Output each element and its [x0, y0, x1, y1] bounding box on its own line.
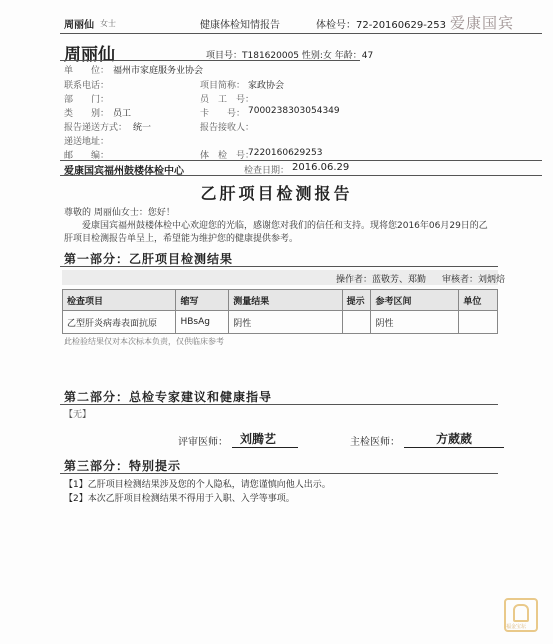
table-cell: HBsAg — [176, 311, 229, 334]
operator-text: 操作者：蓝敬芳、郑勤 — [336, 275, 427, 285]
table-cell: 阴性 — [229, 311, 342, 334]
chief-label: 主检医师： — [350, 437, 400, 448]
reviewer-signature: 刘腾艺 — [240, 432, 277, 446]
address-label: 递送地址： — [64, 137, 110, 147]
col-header: 缩写 — [176, 290, 229, 311]
header-title: 女士 — [100, 19, 116, 28]
intro-line-2: 肝项目检测报告单呈上，希望能为维护您的健康提供参考。 — [64, 234, 299, 244]
delivery-value: 统一 — [133, 123, 152, 133]
header-report-type: 健康体检知情报告 — [200, 20, 280, 31]
info-divider — [60, 160, 542, 161]
table-cell — [459, 311, 498, 334]
reviewer-signature-line — [232, 447, 298, 448]
table-cell: 乙型肝炎病毒表面抗原 — [63, 311, 176, 334]
part3-heading: 第三部分：特别提示 — [64, 459, 182, 473]
unit-value: 福州市家庭服务业协会 — [113, 66, 204, 76]
patient-name: 周丽仙 — [64, 45, 115, 65]
intro-line-1: 爱康国宾福州鼓楼体检中心欢迎您的光临，感谢您对我们的信任和支持。现将您2016年06月29日的乙 — [82, 221, 488, 231]
category-label: 类 别： — [64, 109, 110, 119]
results-table — [62, 289, 498, 334]
part2-divider — [60, 404, 498, 405]
department-label: 部 门： — [64, 95, 110, 105]
exam-no-label: 体 检 号： — [200, 151, 255, 161]
part2-content: 【无】 — [64, 410, 92, 420]
part1-divider — [60, 266, 498, 267]
unit-label: 单 位： — [64, 66, 110, 76]
stamp-text: 福金宝坛 — [506, 624, 527, 630]
project-short-label: 项目简称： — [200, 81, 246, 91]
stamp-mark-icon — [513, 604, 529, 622]
part1-heading: 第一部分：乙肝项目检测结果 — [64, 252, 234, 266]
disclaimer-note: 此检验结果仅对本次标本负责，仅供临床参考 — [64, 337, 224, 346]
chief-signature-line — [404, 447, 504, 448]
table-header-row — [63, 290, 498, 311]
project-line: 项目号：T181620005 性别:女 年龄：47 — [206, 51, 374, 61]
reviewer-label: 评审医师： — [178, 437, 228, 448]
operator-bar — [62, 270, 498, 285]
part2-heading: 第二部分：总检专家建议和健康指导 — [64, 390, 273, 404]
part3-divider — [60, 473, 498, 474]
name-underline — [60, 60, 360, 61]
document-title: 乙肝项目检测报告 — [200, 184, 353, 203]
header-patient-name: 周丽仙 — [64, 20, 94, 31]
table-row — [63, 311, 498, 334]
exam-date-value: 2016.06.29 — [292, 162, 350, 173]
exam-date-label: 检查日期： — [244, 166, 290, 176]
category-value: 员工 — [113, 109, 132, 119]
center-divider — [60, 175, 542, 176]
phone-label: 联系电话： — [64, 81, 110, 91]
center-name: 爱康国宾福州鼓楼体检中心 — [64, 166, 184, 177]
employee-no-label: 员 工 号： — [200, 95, 255, 105]
table-cell: 阴性 — [371, 311, 459, 334]
col-header: 检查项目 — [63, 290, 176, 311]
card-value: 7000238303054349 — [248, 106, 340, 116]
table-cell — [342, 311, 371, 334]
col-header: 单位 — [459, 290, 498, 311]
auditor-text: 审核者：刘炳焙 — [442, 275, 506, 285]
tip-2: 【2】本次乙肝项目检测结果不得用于入职、入学等事项。 — [64, 494, 295, 504]
tip-1: 【1】乙肝项目检测结果涉及您的个人隐私，请您谨慎向他人出示。 — [64, 480, 331, 490]
delivery-label: 报告递送方式： — [64, 123, 128, 133]
header-divider — [60, 33, 542, 34]
col-header: 参考区间 — [371, 290, 459, 311]
col-header: 提示 — [342, 290, 371, 311]
card-label: 卡 号： — [200, 109, 246, 119]
postcode-label: 邮 编： — [64, 151, 110, 161]
chief-signature: 方葳葳 — [436, 432, 473, 446]
header-report-number: 体检号：72-20160629-253 — [316, 20, 446, 31]
col-header: 测量结果 — [229, 290, 342, 311]
project-short-value: 家政协会 — [248, 81, 285, 91]
receiver-label: 报告接收人： — [200, 123, 255, 133]
exam-no-value: 7220160629253 — [248, 148, 323, 158]
header-brand-logo: 爱康国宾 — [450, 14, 515, 32]
greeting: 尊敬的 周丽仙女士：您好！ — [64, 208, 175, 218]
